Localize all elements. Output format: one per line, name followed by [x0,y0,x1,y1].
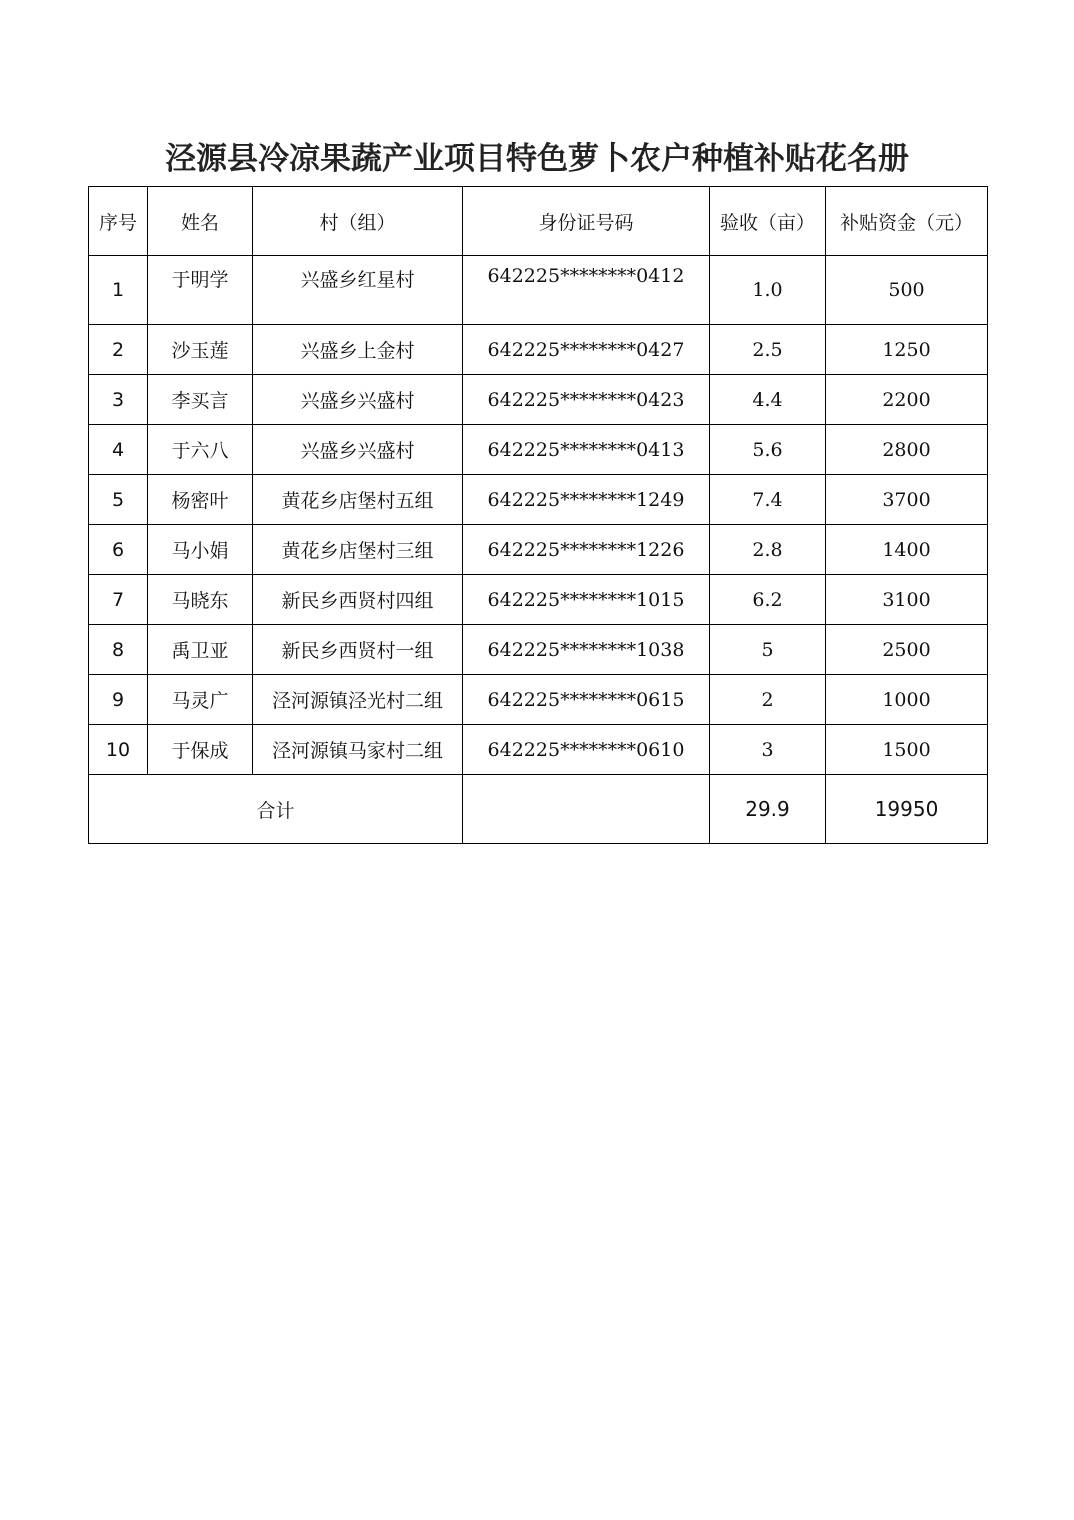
row-subsidy: 2200 [826,375,988,425]
row-id: 642225********0423 [463,375,710,425]
row-subsidy: 500 [826,256,988,325]
row-subsidy: 3700 [826,475,988,525]
table-row [89,725,988,775]
row-subsidy: 1250 [826,325,988,375]
row-id: 642225********1038 [463,625,710,675]
row-id: 642225********0610 [463,725,710,775]
total-subsidy: 19950 [826,775,988,844]
row-id: 642225********0413 [463,425,710,475]
row-area: 2.5 [710,325,826,375]
row-area: 3 [710,725,826,775]
header-subsidy: 补贴资金（元） [826,187,988,256]
header-no: 序号 [89,187,148,256]
table-row [89,575,988,625]
row-subsidy: 2800 [826,425,988,475]
row-village: 兴盛乡上金村 [253,325,463,375]
table-row [89,425,988,475]
row-area: 2.8 [710,525,826,575]
subsidy-table [88,186,988,844]
table-row [89,625,988,675]
row-village: 新民乡西贤村四组 [253,575,463,625]
total-row [89,775,988,844]
row-id: 642225********1015 [463,575,710,625]
table-row [89,675,988,725]
header-area: 验收（亩） [710,187,826,256]
row-no: 3 [89,375,148,425]
row-name: 于六八 [148,425,253,475]
row-id: 642225********0615 [463,675,710,725]
row-id: 642225********1226 [463,525,710,575]
row-village: 新民乡西贤村一组 [253,625,463,675]
row-no: 6 [89,525,148,575]
row-no: 2 [89,325,148,375]
table-row [89,256,988,325]
row-name: 禹卫亚 [148,625,253,675]
total-id-empty [463,775,710,844]
row-area: 1.0 [710,256,826,325]
row-village: 兴盛乡兴盛村 [253,425,463,475]
row-village: 兴盛乡兴盛村 [253,375,463,425]
row-name: 李买言 [148,375,253,425]
row-no: 9 [89,675,148,725]
header-id: 身份证号码 [463,187,710,256]
row-no: 1 [89,256,148,325]
row-name: 马灵广 [148,675,253,725]
row-area: 5 [710,625,826,675]
row-name: 于保成 [148,725,253,775]
total-label: 合计 [89,775,463,844]
row-area: 7.4 [710,475,826,525]
row-no: 10 [89,725,148,775]
row-name: 于明学 [148,256,253,325]
row-subsidy: 1400 [826,525,988,575]
table-row [89,525,988,575]
row-area: 2 [710,675,826,725]
row-name: 马小娟 [148,525,253,575]
page-title: 泾源县冷凉果蔬产业项目特色萝卜农户种植补贴花名册 [165,141,909,177]
row-village: 黄花乡店堡村三组 [253,525,463,575]
row-name: 沙玉莲 [148,325,253,375]
header-village: 村（组） [253,187,463,256]
row-area: 6.2 [710,575,826,625]
row-no: 4 [89,425,148,475]
row-subsidy: 1000 [826,675,988,725]
row-name: 杨密叶 [148,475,253,525]
table-row [89,475,988,525]
table-header-row [89,187,988,256]
row-id: 642225********1249 [463,475,710,525]
table-row [89,375,988,425]
row-subsidy: 3100 [826,575,988,625]
row-village: 泾河源镇马家村二组 [253,725,463,775]
row-id: 642225********0427 [463,325,710,375]
row-area: 4.4 [710,375,826,425]
row-no: 8 [89,625,148,675]
row-name: 马晓东 [148,575,253,625]
row-village: 泾河源镇泾光村二组 [253,675,463,725]
row-area: 5.6 [710,425,826,475]
row-village: 黄花乡店堡村五组 [253,475,463,525]
table-row [89,325,988,375]
total-area: 29.9 [710,775,826,844]
header-name: 姓名 [148,187,253,256]
row-subsidy: 2500 [826,625,988,675]
row-no: 7 [89,575,148,625]
row-no: 5 [89,475,148,525]
row-village: 兴盛乡红星村 [253,256,463,325]
row-subsidy: 1500 [826,725,988,775]
row-id: 642225********0412 [463,256,710,325]
